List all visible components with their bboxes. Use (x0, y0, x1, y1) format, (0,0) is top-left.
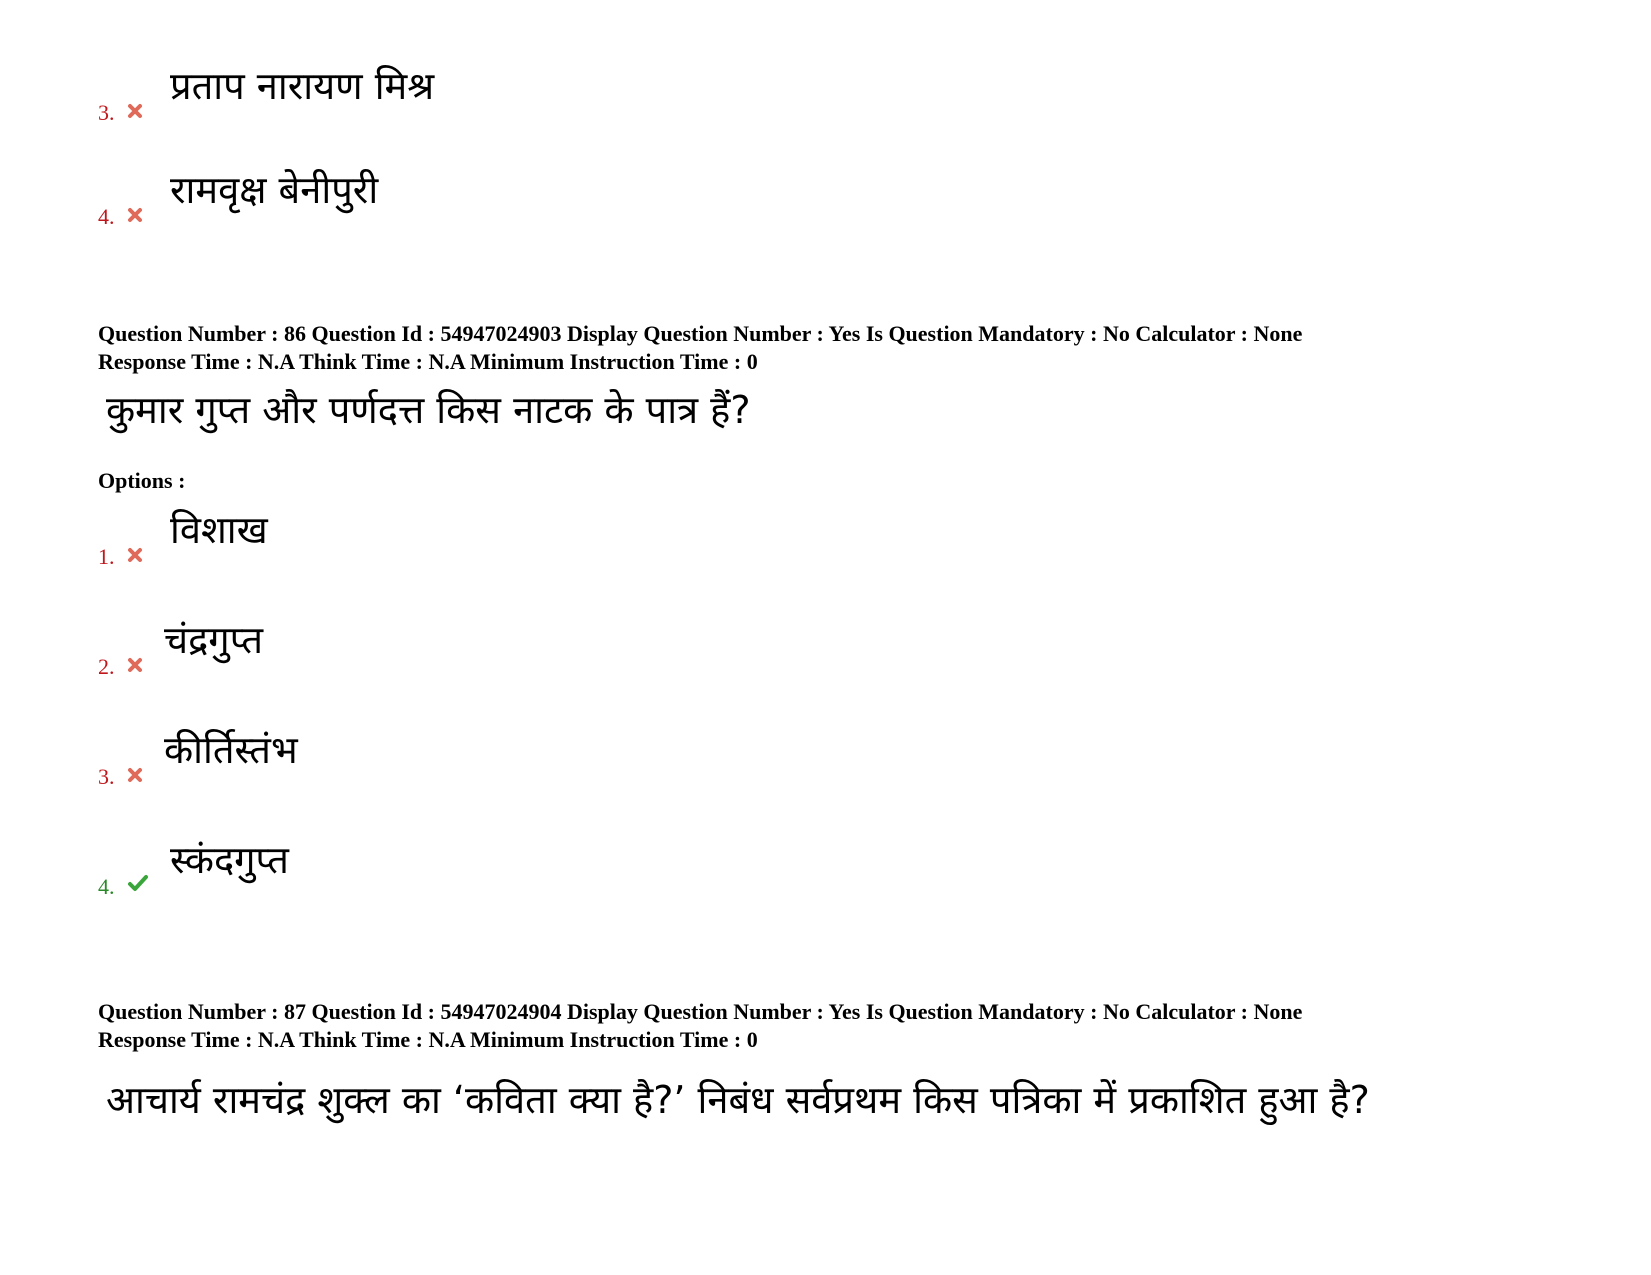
option-text: चंद्रगुप्त (164, 618, 264, 662)
cross-icon (126, 546, 144, 564)
option-text: विशाख (170, 508, 268, 552)
q86-option-4 (98, 836, 998, 906)
option-text: रामवृक्ष बेनीपुरी (170, 168, 379, 212)
option-number: 4. (98, 204, 115, 229)
option-text: स्कंदगुप्त (170, 838, 289, 882)
options-label: Options : (98, 468, 186, 493)
question-86-meta-line-1: Question Number : 86 Question Id : 54947024903 Display Question Number : Yes Is Question Mandatory : No Calculator : None (98, 321, 1303, 346)
cross-icon (126, 766, 144, 784)
prev-option-3 (98, 62, 998, 132)
question-86-text: कुमार गुप्त और पर्णदत्त किस नाटक के पात्र हैं? (106, 388, 751, 432)
question-87-meta-line-2: Response Time : N.A Think Time : N.A Minimum Instruction Time : 0 (98, 1027, 758, 1052)
question-87-meta-line-1: Question Number : 87 Question Id : 54947024904 Display Question Number : Yes Is Question Mandatory : No Calculator : None (98, 999, 1303, 1024)
option-number: 3. (98, 764, 115, 789)
option-text: प्रताप नारायण मिश्र (170, 64, 435, 108)
cross-icon (126, 206, 144, 224)
cross-icon (126, 656, 144, 674)
check-icon (126, 874, 150, 892)
option-number: 3. (98, 100, 115, 125)
option-number: 1. (98, 544, 115, 569)
q86-option-3 (98, 726, 998, 796)
q86-option-1 (98, 506, 998, 576)
cross-icon (126, 102, 144, 120)
option-number: 2. (98, 654, 115, 679)
option-number: 4. (98, 874, 115, 899)
option-text: कीर्तिस्तंभ (164, 728, 298, 772)
prev-option-4 (98, 166, 998, 236)
question-87-text: आचार्य रामचंद्र शुक्ल का ‘कविता क्या है?’ निबंध सर्वप्रथम किस पत्रिका में प्रकाशित हुआ है? (106, 1078, 1370, 1122)
q86-option-2 (98, 616, 998, 686)
question-86-meta-line-2: Response Time : N.A Think Time : N.A Minimum Instruction Time : 0 (98, 349, 758, 374)
